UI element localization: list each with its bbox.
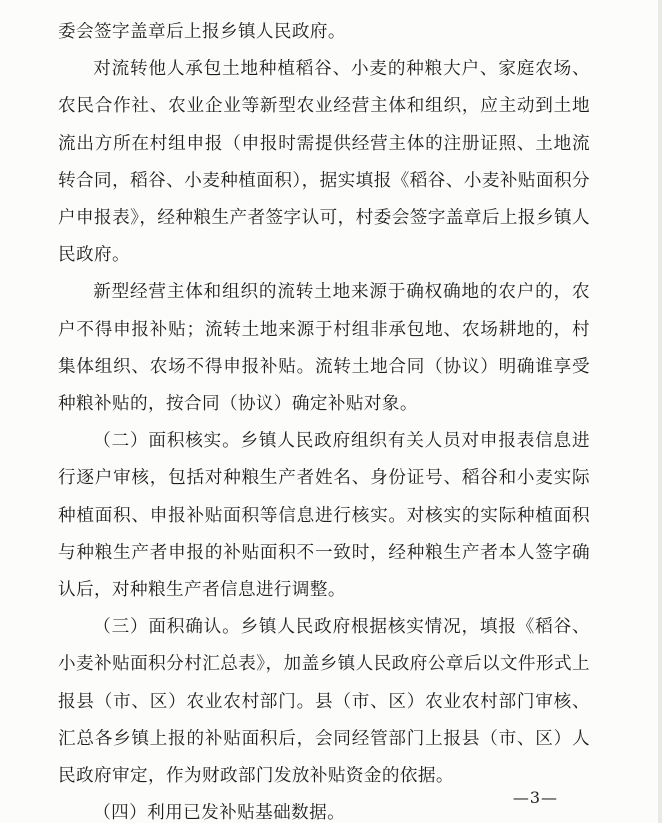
paragraph-area-confirmation: （三）面积确认。乡镇人民政府根据核实情况，填报《稻谷、小麦补贴面积分村汇总表》，加盖乡镇人民政府公章后以文件形式上报县（市、区）农业农村部门。县（市、区）农业农村部门审核、汇总各乡镇上报的补贴面积后，会同经管部门上报县（市、区）人民政府审定，作为财政部门发放补贴资金的依据。: [58, 617, 590, 787]
page-edge-shadow: [658, 0, 662, 823]
paragraph-transfer-land-source: 新型经营主体和组织的流转土地来源于确权确地的农户的，农户不得申报补贴；流转土地来源于村组非承包地、农场耕地的，村集体组织、农场不得申报补贴。流转土地合同（协议）明确谁享受种粮补贴的，按合同（协议）确定补贴对象。: [58, 282, 590, 415]
page-number: —3—: [512, 788, 558, 807]
document-body: [58, 14, 590, 823]
paragraph-continuation: 委会签字盖章后上报乡镇人民政府。: [58, 22, 346, 42]
paragraph-area-verification: （二）面积核实。乡镇人民政府组织有关人员对申报表信息进行逐户审核，包括对种粮生产者姓名、身份证号、稻谷和小麦实际种植面积、申报补贴面积等信息进行核实。对核实的实际种植面积与种粮生产者申报的补贴面积不一致时，经种粮生产者本人签字确认后，对种粮生产者信息进行调整。: [58, 431, 590, 601]
paragraph-transfer-land-application: 对流转他人承包土地种植稻谷、小麦的种粮大户、家庭农场、农民合作社、农业企业等新型农业经营主体和组织，应主动到土地流出方所在村组申报（申报时需提供经营主体的注册证照、土地流转合同，稻谷、小麦种植面积），据实填报《稻谷、小麦补贴面积分户申报表》，经种粮生产者签字认可，村委会签字盖章后上报乡镇人民政府。: [58, 59, 590, 266]
paragraph-existing-subsidy-data: （四）利用已发补贴基础数据。: [93, 803, 346, 823]
